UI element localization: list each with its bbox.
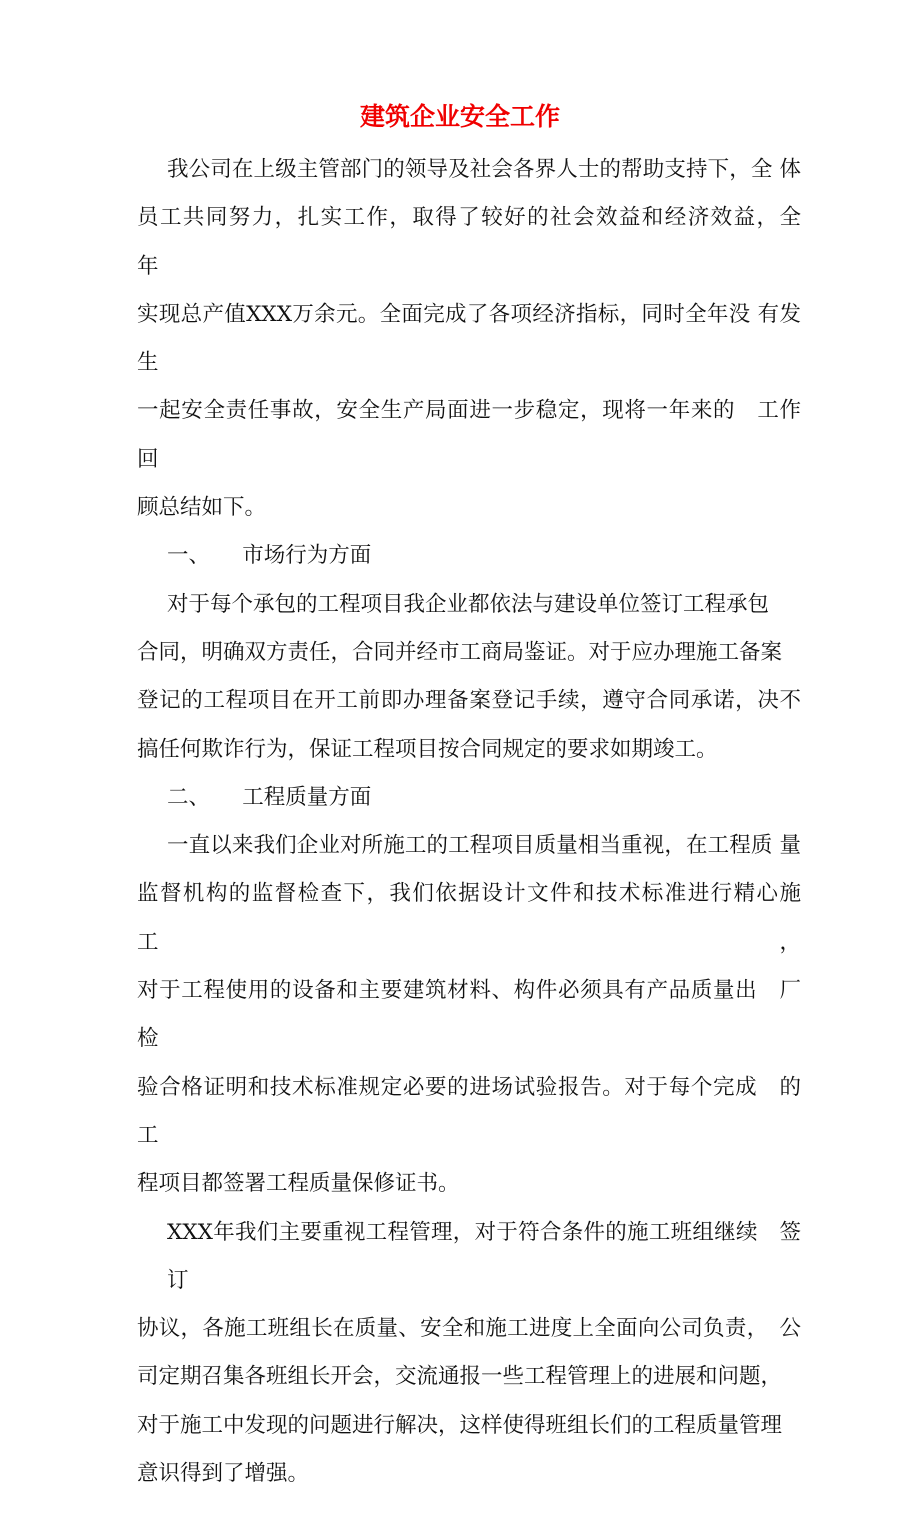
text-line: 对于工程使用的设备和主要建筑材料、构件必须具有产品质量出 厂检 <box>137 978 801 1052</box>
text-line: 程项目都签署工程质量保修证书。 <box>137 1171 460 1197</box>
text-line: 监督机构的监督检查下，我们依据设计文件和技术标准进行精心施 工， <box>137 881 808 955</box>
text-line: XXX年我们主要重视工程管理，对于符合条件的施工班组继续 签订 <box>167 1219 801 1293</box>
text-line: 我公司在上级主管部门的领导及社会各界人士的帮助支持下，全 体 <box>167 157 801 182</box>
paragraph-market <box>137 581 801 774</box>
text-line: 搞任何欺诈行为，保证工程项目按合同规定的要求如期竣工。 <box>137 736 718 762</box>
text-line: 协议，各施工班组长在质量、安全和施工进度上全面向公司负责， 公 <box>137 1316 801 1342</box>
document-body <box>137 146 823 1538</box>
text-line: 对于施工中发现的问题进行解决，这样使得班组长们的工程质量管理 <box>137 1412 783 1438</box>
text-line: 对于每个承包的工程项目我企业都依法与建设单位签订工程承包 <box>167 591 770 617</box>
text-line: 一直以来我们企业对所施工的工程项目质量相当重视，在工程质 量 <box>167 833 801 859</box>
text-line: 验合格证明和技术标准规定必要的进场试验报告。对于每个完成 的工 <box>137 1074 801 1148</box>
paragraph-quality <box>137 822 808 1208</box>
paragraph-intro <box>137 146 823 532</box>
text-line: 合同，明确双方责任，合同并经市工商局鉴证。对于应办理施工备案 <box>137 639 783 665</box>
text-line: 实现总产值XXX万余元。全面完成了各项经济指标，同时全年没 有发生 <box>137 301 801 376</box>
text-line: 登记的工程项目在开工前即办理备案登记手续，遵守合同承诺，决不 <box>137 688 801 714</box>
section-heading-market: 一、 市场行为方面 <box>167 543 372 569</box>
paragraph-management <box>137 1209 801 1499</box>
document-title: 建筑企业安全工作 <box>359 102 560 131</box>
section-heading-quality: 二、 工程质量方面 <box>167 784 372 810</box>
text-line: 员工共同努力，扎实工作，取得了较好的社会效益和经济效益，全 年 <box>137 205 823 279</box>
text-line: 顾总结如下。 <box>137 495 267 521</box>
text-line: 一起安全责任事故，安全生产局面进一步稳定，现将一年来的 工作回 <box>137 398 801 472</box>
text-line: 司定期召集各班组长开会，交流通报一些工程管理上的进展和问题， <box>137 1364 783 1390</box>
text-line: 意识得到了增强。 <box>137 1461 310 1487</box>
